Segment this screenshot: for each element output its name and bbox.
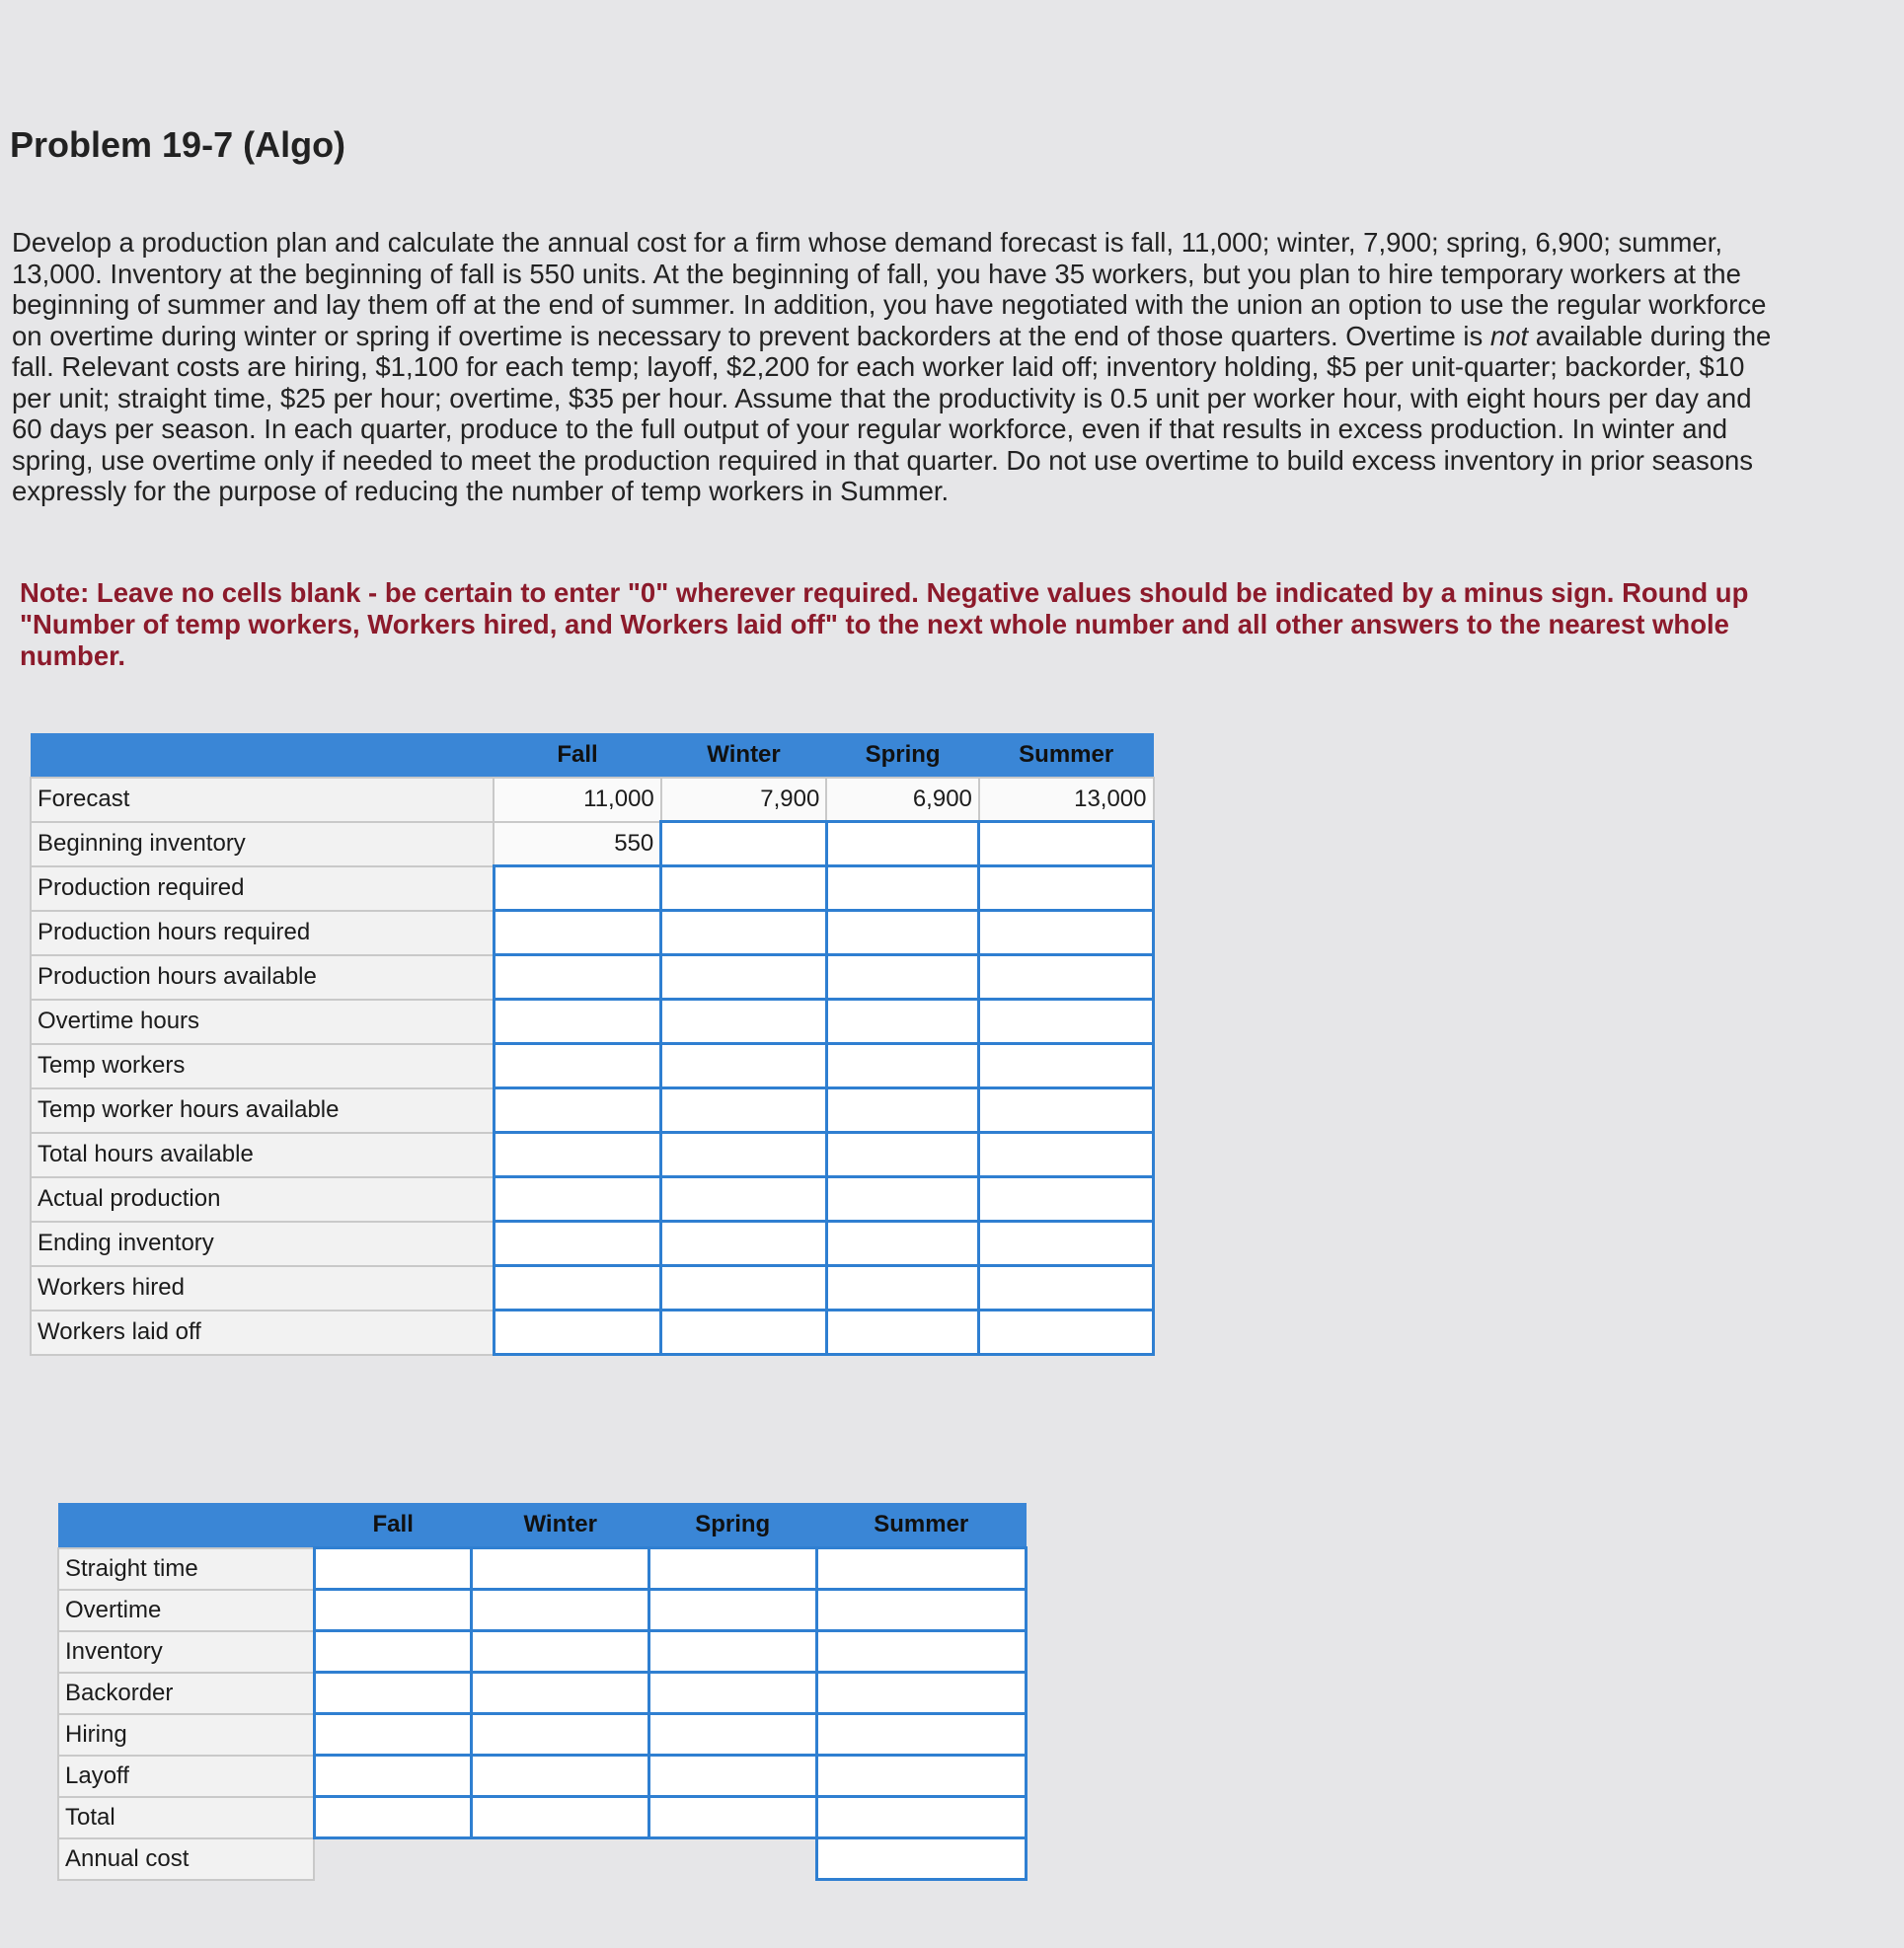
row-label-production-hours-available: Production hours available [31, 955, 494, 1000]
answer-cell [661, 1133, 827, 1177]
row-label-inventory: Inventory [58, 1631, 314, 1673]
workers-laid-off-fall-input[interactable] [495, 1311, 660, 1353]
answer-cell [826, 1044, 979, 1088]
temp-workers-spring-input[interactable] [828, 1045, 978, 1086]
plan-header-summer: Summer [979, 733, 1154, 778]
answer-cell [494, 1088, 661, 1133]
overtime-hours-summer-input[interactable] [980, 1001, 1152, 1042]
answer-cell [979, 1044, 1154, 1088]
table-row [58, 1714, 1027, 1756]
row-label-beginning-inventory: Beginning inventory [31, 822, 494, 866]
answer-cell [661, 1311, 827, 1355]
backorder-cost-summer-input[interactable] [818, 1674, 1026, 1712]
row-label-hiring: Hiring [58, 1714, 314, 1756]
table-row [58, 1797, 1027, 1838]
answer-cell [826, 1266, 979, 1311]
answer-cell [979, 1000, 1154, 1044]
layoff-cost-winter-input[interactable] [473, 1757, 647, 1795]
total-hours-spring-input[interactable] [828, 1134, 978, 1175]
beginning-inventory-summer-input[interactable] [980, 823, 1152, 864]
row-label-temp-workers: Temp workers [31, 1044, 494, 1088]
layoff-cost-fall-input[interactable] [316, 1757, 470, 1795]
problem-text-part1: Develop a production plan and calculate the annual cost for a firm whose demand forecast is fall, 11,000; winter, 7,900; spring, 6,900; summer, 13,000. Inventory at the beginning of fall is 550 units. At the beginning of fall, you have 35 workers, but you plan to hire temporary workers at the beginning of summer and lay them off at the end of summer. In addition, you have negotiated with the union an option to use the regular workforce on overtime during winter or spring if overtime is necessary to prevent backorders at the end of those quarters. Overtime is [12, 227, 1767, 351]
answer-cell [979, 955, 1154, 1000]
hiring-cost-summer-input[interactable] [818, 1715, 1026, 1754]
plan-header-blank [31, 733, 494, 778]
answer-cell [494, 1222, 661, 1266]
straight-time-spring-input[interactable] [650, 1549, 815, 1588]
total-hours-winter-input[interactable] [662, 1134, 825, 1175]
beginning-inventory-summer-cell [979, 822, 1154, 866]
answer-cell [314, 1673, 471, 1714]
annual-cost-input[interactable] [818, 1839, 1026, 1878]
actual-production-spring-input[interactable] [828, 1178, 978, 1220]
answer-cell [816, 1714, 1027, 1756]
plan-header-winter: Winter [661, 733, 827, 778]
cost-header-blank [58, 1503, 314, 1548]
answer-cell [816, 1548, 1027, 1590]
cost-header-winter: Winter [472, 1503, 649, 1548]
table-row [58, 1590, 1027, 1631]
answer-cell [826, 866, 979, 911]
answer-cell [314, 1756, 471, 1797]
layoff-cost-spring-input[interactable] [650, 1757, 815, 1795]
problem-statement [12, 227, 1779, 507]
answer-cell [979, 1088, 1154, 1133]
forecast-fall-value: 11,000 [494, 778, 661, 822]
answer-cell [648, 1797, 816, 1838]
answer-cell [979, 1311, 1154, 1355]
answer-cell [826, 1177, 979, 1222]
table-row [58, 1756, 1027, 1797]
plan-header-fall: Fall [494, 733, 661, 778]
cost-header-row [58, 1503, 1027, 1548]
table-row [31, 778, 1154, 822]
production-plan-table [30, 733, 1155, 1356]
empty-cell [314, 1838, 471, 1880]
answer-cell [648, 1631, 816, 1673]
temp-worker-hours-summer-input[interactable] [980, 1089, 1152, 1131]
plan-header-spring: Spring [826, 733, 979, 778]
overtime-cost-spring-input[interactable] [650, 1591, 815, 1629]
row-label-workers-laid-off: Workers laid off [31, 1311, 494, 1355]
ending-inventory-winter-input[interactable] [662, 1223, 825, 1264]
table-row [31, 1222, 1154, 1266]
answer-cell [816, 1838, 1027, 1880]
overtime-hours-winter-input[interactable] [662, 1001, 825, 1042]
beginning-inventory-spring-input[interactable] [828, 823, 978, 864]
production-hours-available-winter-input[interactable] [662, 956, 825, 998]
answer-cell [661, 1088, 827, 1133]
temp-worker-hours-spring-input[interactable] [828, 1089, 978, 1131]
beginning-inventory-winter-input[interactable] [662, 823, 825, 864]
hiring-cost-spring-input[interactable] [650, 1715, 815, 1754]
cost-header-fall: Fall [314, 1503, 471, 1548]
production-hours-required-fall-input[interactable] [495, 912, 660, 953]
answer-cell [648, 1714, 816, 1756]
table-row [58, 1631, 1027, 1673]
table-row [31, 1000, 1154, 1044]
answer-cell [826, 1222, 979, 1266]
answer-cell [494, 1000, 661, 1044]
table-row [31, 911, 1154, 955]
temp-worker-hours-winter-input[interactable] [662, 1089, 825, 1131]
workers-laid-off-spring-input[interactable] [828, 1311, 978, 1353]
inventory-cost-fall-input[interactable] [316, 1632, 470, 1671]
answer-cell [661, 1000, 827, 1044]
row-label-annual-cost: Annual cost [58, 1838, 314, 1880]
row-label-total: Total [58, 1797, 314, 1838]
answer-cell [494, 911, 661, 955]
production-hours-available-fall-input[interactable] [495, 956, 660, 998]
row-label-forecast: Forecast [31, 778, 494, 822]
table-row [31, 822, 1154, 866]
answer-cell [826, 911, 979, 955]
table-row [31, 955, 1154, 1000]
straight-time-fall-input[interactable] [316, 1549, 470, 1588]
inventory-cost-winter-input[interactable] [473, 1632, 647, 1671]
forecast-winter-value: 7,900 [661, 778, 827, 822]
total-cost-fall-input[interactable] [316, 1798, 470, 1836]
answer-cell [816, 1631, 1027, 1673]
overtime-hours-spring-input[interactable] [828, 1001, 978, 1042]
answer-cell [314, 1631, 471, 1673]
row-label-backorder: Backorder [58, 1673, 314, 1714]
row-label-overtime: Overtime [58, 1590, 314, 1631]
table-row [31, 1266, 1154, 1311]
answer-cell [472, 1548, 649, 1590]
row-label-production-hours-required: Production hours required [31, 911, 494, 955]
answer-cell [314, 1714, 471, 1756]
answer-cell [816, 1756, 1027, 1797]
answer-cell [826, 955, 979, 1000]
straight-time-summer-input[interactable] [818, 1549, 1026, 1588]
problem-title: Problem 19-7 (Algo) [10, 124, 346, 165]
empty-cell [472, 1838, 649, 1880]
answer-cell [826, 1311, 979, 1355]
answer-cell [648, 1673, 816, 1714]
answer-cell [661, 866, 827, 911]
production-required-fall-input[interactable] [495, 867, 660, 909]
temp-worker-hours-fall-input[interactable] [495, 1089, 660, 1131]
answer-cell [826, 1000, 979, 1044]
answer-cell [979, 1266, 1154, 1311]
temp-workers-fall-input[interactable] [495, 1045, 660, 1086]
cost-table [57, 1503, 1028, 1881]
table-row [31, 866, 1154, 911]
production-required-summer-input[interactable] [980, 867, 1152, 909]
answer-cell [494, 1266, 661, 1311]
answer-cell [494, 1311, 661, 1355]
actual-production-fall-input[interactable] [495, 1178, 660, 1220]
production-hours-available-spring-input[interactable] [828, 956, 978, 998]
overtime-cost-fall-input[interactable] [316, 1591, 470, 1629]
table-row [31, 1311, 1154, 1355]
production-required-winter-input[interactable] [662, 867, 825, 909]
forecast-spring-value: 6,900 [826, 778, 979, 822]
workers-hired-winter-input[interactable] [662, 1267, 825, 1309]
answer-cell [314, 1590, 471, 1631]
workers-laid-off-summer-input[interactable] [980, 1311, 1152, 1353]
answer-cell [472, 1673, 649, 1714]
total-cost-winter-input[interactable] [473, 1798, 647, 1836]
answer-cell [979, 1222, 1154, 1266]
answer-cell [494, 1177, 661, 1222]
answer-cell [494, 866, 661, 911]
ending-inventory-fall-input[interactable] [495, 1223, 660, 1264]
answer-cell [648, 1548, 816, 1590]
answer-cell [648, 1756, 816, 1797]
plan-header-row [31, 733, 1154, 778]
total-cost-summer-input[interactable] [818, 1798, 1026, 1836]
row-label-production-required: Production required [31, 866, 494, 911]
answer-cell [816, 1590, 1027, 1631]
inventory-cost-summer-input[interactable] [818, 1632, 1026, 1671]
row-label-layoff: Layoff [58, 1756, 314, 1797]
workers-hired-fall-input[interactable] [495, 1267, 660, 1309]
row-label-total-hours-available: Total hours available [31, 1133, 494, 1177]
row-label-overtime-hours: Overtime hours [31, 1000, 494, 1044]
answer-cell [494, 1133, 661, 1177]
table-row [58, 1838, 1027, 1880]
production-hours-available-summer-input[interactable] [980, 956, 1152, 998]
row-label-ending-inventory: Ending inventory [31, 1222, 494, 1266]
answer-cell [494, 955, 661, 1000]
table-row [31, 1088, 1154, 1133]
beginning-inventory-spring-cell [826, 822, 979, 866]
backorder-cost-winter-input[interactable] [473, 1674, 647, 1712]
answer-cell [314, 1548, 471, 1590]
answer-cell [979, 1177, 1154, 1222]
layoff-cost-summer-input[interactable] [818, 1757, 1026, 1795]
temp-workers-winter-input[interactable] [662, 1045, 825, 1086]
table-row [31, 1177, 1154, 1222]
row-label-straight-time: Straight time [58, 1548, 314, 1590]
answer-cell [472, 1756, 649, 1797]
production-hours-required-spring-input[interactable] [828, 912, 978, 953]
answer-cell [472, 1714, 649, 1756]
row-label-temp-worker-hours-available: Temp worker hours available [31, 1088, 494, 1133]
hiring-cost-fall-input[interactable] [316, 1715, 470, 1754]
ending-inventory-summer-input[interactable] [980, 1223, 1152, 1264]
total-cost-spring-input[interactable] [650, 1798, 815, 1836]
actual-production-winter-input[interactable] [662, 1178, 825, 1220]
instructions-note: Note: Leave no cells blank - be certain to enter "0" wherever required. Negative values should be indicated by a minus sign. Round up "Number of temp workers, Workers hired, and Workers laid off" to the next whole number and all other answers to the nearest whole number. [20, 577, 1749, 671]
problem-text-part2: available during the fall. Relevant costs are hiring, $1,100 for each temp; layoff, $2,200 for each worker laid off; inventory holding, $5 per unit-quarter; backorder, $10 per unit; straight time, $25 per hour; overtime, $35 per hour. Assume that the productivity is 0.5 unit per worker hour, with eight hours per day and 60 days per season. In each quarter, produce to the full output of your regular workforce, even if that results in excess production. In winter and spring, use overtime only if needed to meet the production required in that quarter. Do not use overtime to build excess inventory in prior seasons expressly for the purpose of reducing the number of temp workers in Summer. [12, 320, 1772, 506]
beginning-inventory-fall-value: 550 [494, 822, 661, 866]
overtime-cost-summer-input[interactable] [818, 1591, 1026, 1629]
problem-text-emphasis: not [1489, 320, 1529, 351]
inventory-cost-spring-input[interactable] [650, 1632, 815, 1671]
row-label-actual-production: Actual production [31, 1177, 494, 1222]
answer-cell [661, 911, 827, 955]
table-row [31, 1044, 1154, 1088]
answer-cell [661, 955, 827, 1000]
forecast-summer-value: 13,000 [979, 778, 1154, 822]
temp-workers-summer-input[interactable] [980, 1045, 1152, 1086]
production-required-spring-input[interactable] [828, 867, 978, 909]
workers-laid-off-winter-input[interactable] [662, 1311, 825, 1353]
cost-header-spring: Spring [648, 1503, 816, 1548]
hiring-cost-winter-input[interactable] [473, 1715, 647, 1754]
cost-header-summer: Summer [816, 1503, 1027, 1548]
ending-inventory-spring-input[interactable] [828, 1223, 978, 1264]
answer-cell [472, 1590, 649, 1631]
overtime-hours-fall-input[interactable] [495, 1001, 660, 1042]
answer-cell [826, 1088, 979, 1133]
answer-cell [472, 1797, 649, 1838]
answer-cell [979, 866, 1154, 911]
backorder-cost-fall-input[interactable] [316, 1674, 470, 1712]
total-hours-summer-input[interactable] [980, 1134, 1152, 1175]
row-label-workers-hired: Workers hired [31, 1266, 494, 1311]
answer-cell [661, 1266, 827, 1311]
answer-cell [816, 1673, 1027, 1714]
backorder-cost-spring-input[interactable] [650, 1674, 815, 1712]
answer-cell [816, 1797, 1027, 1838]
beginning-inventory-winter-cell [661, 822, 827, 866]
answer-cell [314, 1797, 471, 1838]
answer-cell [979, 911, 1154, 955]
answer-cell [826, 1133, 979, 1177]
production-hours-required-winter-input[interactable] [662, 912, 825, 953]
workers-hired-summer-input[interactable] [980, 1267, 1152, 1309]
straight-time-winter-input[interactable] [473, 1549, 647, 1588]
production-hours-required-summer-input[interactable] [980, 912, 1152, 953]
answer-cell [979, 1133, 1154, 1177]
table-row [31, 1133, 1154, 1177]
total-hours-fall-input[interactable] [495, 1134, 660, 1175]
table-row [58, 1673, 1027, 1714]
answer-cell [648, 1590, 816, 1631]
actual-production-summer-input[interactable] [980, 1178, 1152, 1220]
answer-cell [472, 1631, 649, 1673]
table-row [58, 1548, 1027, 1590]
empty-cell [648, 1838, 816, 1880]
workers-hired-spring-input[interactable] [828, 1267, 978, 1309]
overtime-cost-winter-input[interactable] [473, 1591, 647, 1629]
answer-cell [661, 1177, 827, 1222]
answer-cell [661, 1044, 827, 1088]
answer-cell [494, 1044, 661, 1088]
answer-cell [661, 1222, 827, 1266]
